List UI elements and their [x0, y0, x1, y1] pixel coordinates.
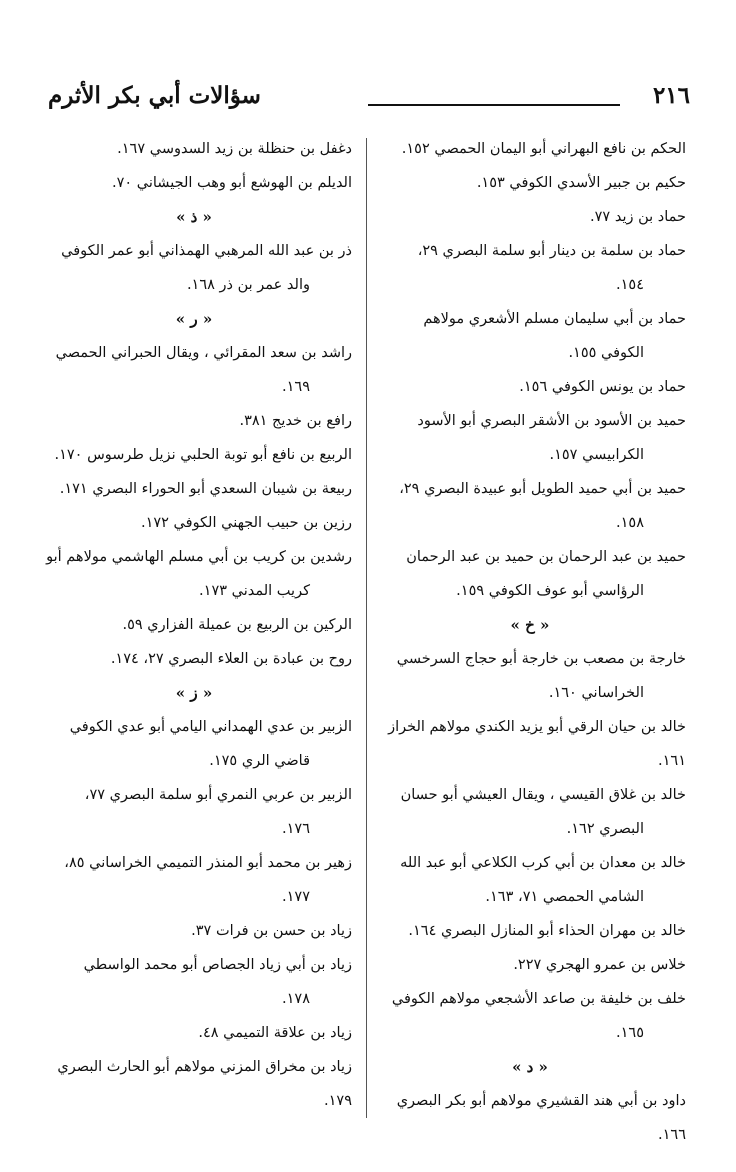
header-rule — [368, 104, 620, 106]
index-entry — [36, 1016, 352, 1050]
entry-line: الربيع بن نافع أبو توبة الحلبي نزيل طرسوس ١٧٠. — [54, 447, 352, 463]
entry-continuation: قاضي الري ١٧٥. — [209, 753, 310, 769]
entry-line: رزين بن حبيب الجهني الكوفي ١٧٢. — [140, 515, 352, 531]
index-entry — [374, 540, 686, 608]
index-entry — [36, 948, 352, 1016]
right-column — [374, 132, 686, 1143]
index-entry — [36, 166, 352, 200]
entry-continuation: البصري ١٦٢. — [566, 821, 644, 837]
entry-line: خلف بن خليفة بن صاعد الأشجعي مولاهم الكوفي — [391, 991, 686, 1007]
entry-continuation: الرؤاسي أبو عوف الكوفي ١٥٩. — [456, 583, 644, 599]
index-entry — [374, 234, 686, 302]
index-entry — [374, 370, 686, 404]
entry-line: حميد بن أبي حميد الطويل أبو عبيدة البصري ٢٩، — [399, 481, 686, 497]
index-entry — [374, 302, 686, 370]
entry-line: الديلم بن الهوشع أبو وهب الجيشاني ٧٠. — [111, 175, 352, 191]
index-entry — [374, 404, 686, 472]
entry-line: حماد بن سلمة بن دينار أبو سلمة البصري ٢٩، — [417, 243, 686, 259]
entry-line: رشدين بن كريب بن أبي مسلم الهاشمي مولاهم أبو — [46, 549, 352, 565]
entry-line: زياد بن أبي زياد الجصاص أبو محمد الواسطي — [83, 957, 352, 973]
entry-line: خلاس بن عمرو الهجري ٢٢٧. — [513, 957, 686, 973]
entry-line: خارجة بن مصعب بن خارجة أبو حجاج السرخسي — [396, 651, 686, 667]
entry-line: الزبير بن عدي الهمداني اليامي أبو عدي الكوفي — [69, 719, 352, 735]
entry-continuation: الشامي الحمصي ٧١، ١٦٣. — [485, 889, 644, 905]
index-entry — [36, 540, 352, 608]
entry-continuation: الخراساني ١٦٠. — [548, 685, 644, 701]
entry-line: حماد بن يونس الكوفي ١٥٦. — [519, 379, 686, 395]
entry-continuation: ١٥٨. — [616, 515, 644, 531]
section-letter-heading: « ر » — [175, 310, 213, 328]
index-entry — [36, 336, 352, 404]
entry-continuation: ١٧٦. — [282, 821, 310, 837]
page-header — [48, 80, 690, 120]
index-entry — [374, 472, 686, 540]
section-letter-heading: « خ » — [510, 616, 550, 634]
section-letter-heading: « ذ » — [176, 208, 212, 226]
index-entry — [36, 506, 352, 540]
entry-line: خالد بن مهران الحذاء أبو المنازل البصري ١٦٤. — [408, 923, 686, 939]
entry-line: ذر بن عبد الله المرهبي الهمذاني أبو عمر الكوفي — [61, 243, 352, 259]
index-entry — [36, 132, 352, 166]
entry-line: حماد بن زيد ٧٧. — [590, 209, 686, 225]
index-entry — [374, 710, 686, 778]
entry-continuation: الكوفي ١٥٥. — [568, 345, 644, 361]
entry-line: زهير بن محمد أبو المنذر التميمي الخراساني ٨٥، — [64, 855, 352, 871]
page-number: ٢١٦ — [652, 82, 690, 109]
index-entry — [374, 778, 686, 846]
index-entry — [36, 642, 352, 676]
section-letter-heading: « ز » — [175, 684, 213, 702]
running-title: سؤالات أبي بكر الأثرم — [48, 82, 261, 109]
entry-continuation: ١٥٤. — [616, 277, 644, 293]
index-entry — [36, 710, 352, 778]
index-entry — [374, 642, 686, 710]
entry-continuation: ١٦٩. — [282, 379, 310, 395]
index-entry — [374, 846, 686, 914]
entry-line: الزبير بن عربي النمري أبو سلمة البصري ٧٧، — [84, 787, 352, 803]
entry-continuation: ١٦٥. — [616, 1025, 644, 1041]
index-entry — [36, 1050, 352, 1118]
entry-line: خالد بن غلاق القيسي ، ويقال العيشي أبو حسان — [400, 787, 686, 803]
entry-line: الركين بن الربيع بن عميلة الفزاري ٥٩. — [122, 617, 352, 633]
entry-line: حميد بن عبد الرحمان بن حميد بن عبد الرحمان — [406, 549, 686, 565]
entry-line: حماد بن أبي سليمان مسلم الأشعري مولاهم — [423, 311, 686, 327]
index-entry — [36, 914, 352, 948]
entry-continuation: الكرابيسي ١٥٧. — [549, 447, 644, 463]
index-entry — [36, 778, 352, 846]
entry-line: داود بن أبي هند القشيري مولاهم أبو بكر البصري ١٦٦. — [396, 1093, 686, 1143]
entry-line: الحكم بن نافع البهراني أبو اليمان الحمصي ١٥٢. — [401, 141, 686, 157]
entry-line: روح بن عبادة بن العلاء البصري ٢٧، ١٧٤. — [110, 651, 352, 667]
index-entry — [374, 948, 686, 982]
entry-line: زياد بن علاقة التميمي ٤٨. — [198, 1025, 352, 1041]
index-entry — [374, 914, 686, 948]
index-entry — [374, 166, 686, 200]
index-entry — [36, 608, 352, 642]
entry-line: خالد بن معدان بن أبي كرب الكلاعي أبو عبد الله — [400, 855, 686, 871]
entry-line: حميد بن الأسود بن الأشقر البصري أبو الأسود — [417, 413, 686, 429]
index-entry — [374, 200, 686, 234]
entry-line: خالد بن حيان الرقي أبو يزيد الكندي مولاهم الخراز ١٦١. — [388, 719, 686, 769]
entry-continuation: والد عمر بن ذر ١٦٨. — [186, 277, 310, 293]
left-column — [36, 132, 352, 1132]
entry-continuation: ١٧٧. — [282, 889, 310, 905]
index-entry — [374, 132, 686, 166]
index-entry — [374, 1084, 686, 1152]
column-divider — [366, 138, 367, 1118]
entry-line: راشد بن سعد المقرائي ، ويقال الحبراني الحمصي — [55, 345, 352, 361]
entry-continuation: ١٧٨. — [282, 991, 310, 1007]
entry-line: حكيم بن جبير الأسدي الكوفي ١٥٣. — [476, 175, 686, 191]
entry-line: زياد بن حسن بن فرات ٣٧. — [191, 923, 352, 939]
index-entry — [374, 982, 686, 1050]
entry-line: زياد بن مخراق المزني مولاهم أبو الحارث البصري ١٧٩. — [57, 1059, 352, 1109]
entry-line: دغفل بن حنظلة بن زيد السدوسي ١٦٧. — [117, 141, 352, 157]
index-entry — [36, 438, 352, 472]
index-entry — [36, 404, 352, 438]
entry-continuation: كريب المدني ١٧٣. — [199, 583, 310, 599]
index-entry — [36, 472, 352, 506]
entry-line: رافع بن خديج ٣٨١. — [239, 413, 352, 429]
entry-line: ربيعة بن شيبان السعدي أبو الحوراء البصري ١٧١. — [59, 481, 352, 497]
section-letter-heading: « د » — [512, 1058, 548, 1076]
index-entry — [36, 234, 352, 302]
index-entry — [36, 846, 352, 914]
